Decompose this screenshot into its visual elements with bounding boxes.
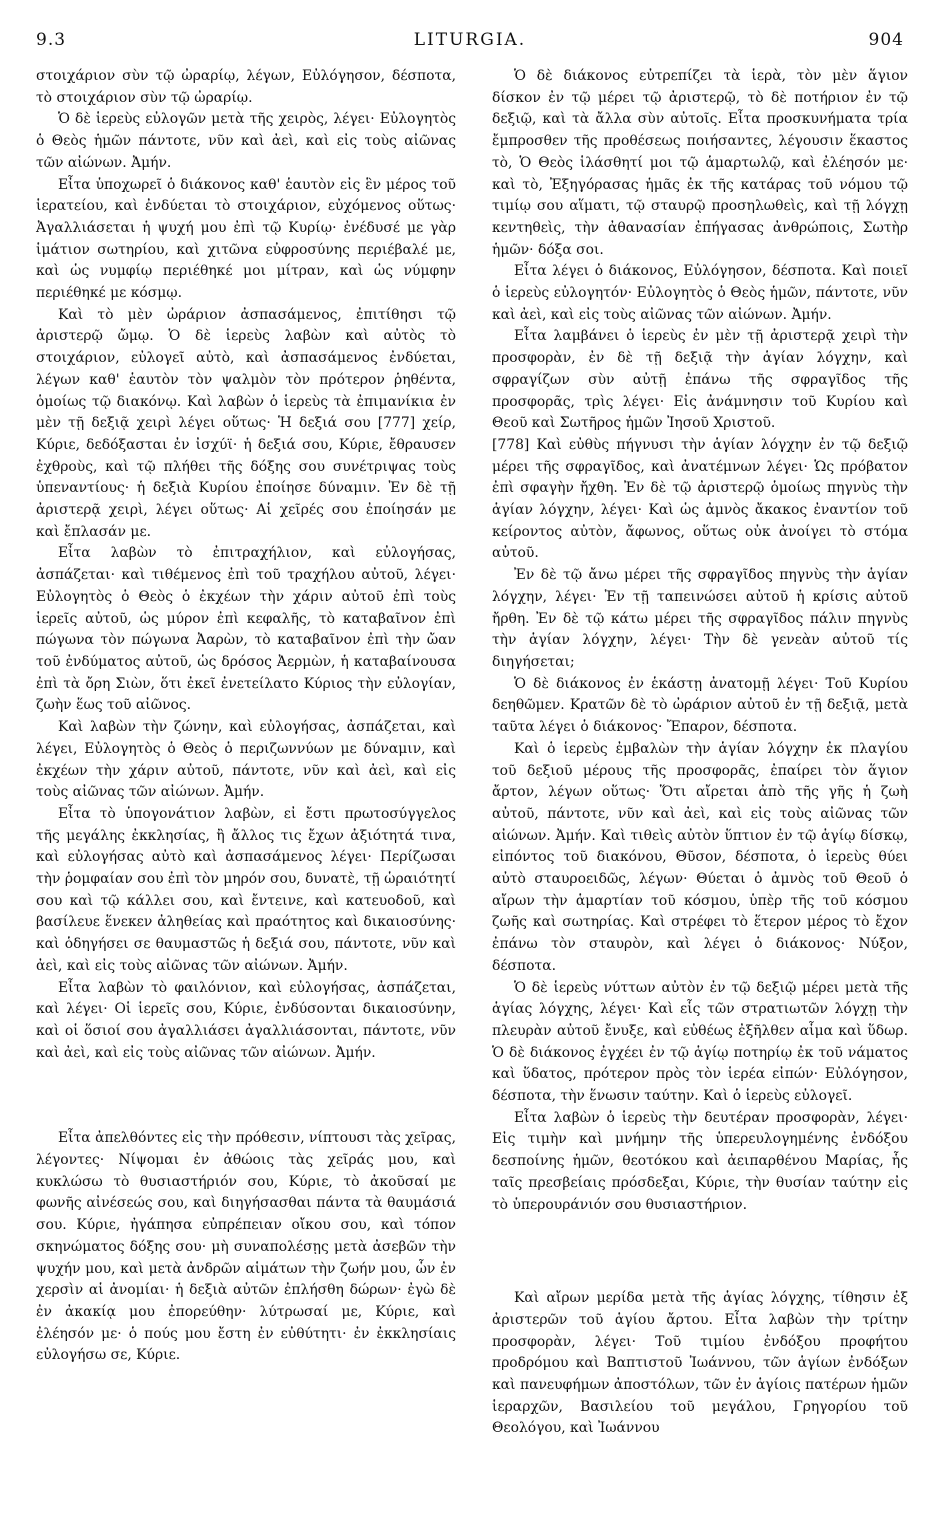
paragraph: Εἶτα λαβὼν τὸ ἐπιτραχήλιον, καὶ εὐλογήσας, ἀσπάζεται· καὶ τιθέμενος ἐπὶ τοῦ τραχήλου αὐτοῦ, λέγει· Εὐλογητὸς ὁ Θεὸς ὁ ἐκχέων τὴν χάριν αὐτοῦ ἐπὶ τοὺς ἱερεῖς αὐτοῦ, ὡς μύρον ἐπὶ κεφαλῆς, τὸ καταβαῖνον ἐπὶ πώγωνα τὸν πώγωνα Ἀαρὼν, τὸ καταβαῖνον ἐπὶ τὴν ὤαν τοῦ ἐνδύματος αὐτοῦ, ὡς δρόσος Ἀερμὼν, ἡ καταβαίνουσα ἐπὶ τὰ ὄρη Σιὼν, ὅτι ἐκεῖ ἐνετείλατο Κύριος τὴν εὐλογίαν, ζωὴν ἕως τοῦ αἰῶνος.: [36, 545, 456, 714]
paragraph: Εἶτα λέγει ὁ διάκονος, Εὐλόγησον, δέσποτα. Καὶ ποιεῖ ὁ ἱερεὺς εὐλογητόν· Εὐλογητὸς ὁ Θεὸς ἡμῶν, πάντοτε, νῦν καὶ ἀεὶ, καὶ εἰς τοὺς αἰῶνας τῶν αἰώνων. Ἀμήν.: [492, 263, 908, 323]
paragraph: Ἐν δὲ τῷ ἄνω μέρει τῆς σφραγῖδος πηγνὺς τὴν ἁγίαν λόγχην, λέγει· Ἐν τῇ ταπεινώσει αὐτοῦ ἡ κρίσις αὐτοῦ ἤρθη. Ἐν δὲ τῷ κάτω μέρει τῆς σφραγῖδος πάλιν πηγνὺς τὴν ἁγίαν λόγχην, λέγει· Τὴν δὲ γενεὰν αὐτοῦ τίς διηγήσεται;: [492, 567, 908, 670]
paragraph: [778] Καὶ εὐθὺς πήγνυσι τὴν ἁγίαν λόγχην ἐν τῷ δεξιῷ μέρει τῆς σφραγῖδος, καὶ ἀνατέμνων λέγει· Ὡς πρόβατον ἐπὶ σφαγὴν ἤχθη. Ἐν δὲ τῷ ἀριστερῷ ὁμοίως πηγνὺς τὴν ἁγίαν λόγχην, λέγει· Καὶ ὡς ἀμνὸς ἄκακος ἐναντίον τοῦ κείροντος αὐτὸν, ἄφωνος, οὕτως οὐκ ἀνοίγει τὸ στόμα αὐτοῦ.: [492, 436, 908, 562]
page-header: [36, 30, 904, 60]
section-gap: [492, 1216, 908, 1288]
paragraph: Καὶ λαβὼν τὴν ζώνην, καὶ εὐλογήσας, ἀσπάζεται, καὶ λέγει, Εὐλογητὸς ὁ Θεὸς ὁ περιζωννύων με δύναμιν, καὶ ἐκχέων τὴν χάριν αὐτοῦ, πάντοτε, νῦν καὶ ἀεὶ, καὶ εἰς τοὺς αἰῶνας τῶν αἰώνων. Ἀμήν.: [36, 719, 456, 801]
paragraph: Ὁ δὲ διάκονος εὐτρεπίζει τὰ ἱερὰ, τὸν μὲν ἅγιον δίσκον ἐν τῷ μέρει τῷ ἀριστερῷ, τὸ δὲ ποτήριον ἐν τῷ δεξιῷ, καὶ τὰ ἄλλα σὺν αὐτοῖς. Εἶτα προσκυνήματα τρία ἔμπροσθεν τῆς προθέσεως ποιήσαντες, λέγουσιν ἕκαστος τὸ, Ὁ Θεὸς ἱλάσθητί μοι τῷ ἁμαρτωλῷ, καὶ ἐλέησόν με· καὶ τὸ, Ἐξηγόρασας ἡμᾶς ἐκ τῆς κατάρας τοῦ νόμου τῷ τιμίῳ σου αἵματι, τῷ σταυρῷ προσηλωθεὶς, καὶ τῇ λόγχῃ κεντηθεὶς, τὴν ἀθανασίαν ἐπήγασας ἀνθρώποις, Σωτὴρ ἡμῶν· δόξα σοι.: [492, 68, 908, 258]
left-column: [36, 66, 456, 1367]
paragraph: Εἶτα ὑποχωρεῖ ὁ διάκονος καθ' ἑαυτὸν εἰς ἓν μέρος τοῦ ἱερατείου, καὶ ἐνδύεται τὸ στοιχάριον, εὐχόμενος οὕτως· Ἀγαλλιάσεται ἡ ψυχή μου ἐπὶ τῷ Κυρίῳ· ἐνέδυσέ με γὰρ ἱμάτιον σωτηρίου, καὶ χιτῶνα εὐφροσύνης περιέβαλέ με, καὶ ὡς νυμφίῳ περιέθηκέ μοι μίτραν, καὶ ὡς νύμφην περιέθηκέ με κόσμῳ.: [36, 176, 456, 302]
page-number-left: 9.3: [36, 30, 67, 50]
paragraph: Καὶ τὸ μὲν ὠράριον ἀσπασάμενος, ἐπιτίθησι τῷ ἀριστερῷ ὤμῳ. Ὁ δὲ ἱερεὺς λαβὼν καὶ αὐτὸς τὸ στοιχάριον, εὐλογεῖ αὐτὸ, καὶ ἀσπασάμενος ἐνδύεται, λέγων καθ' ἑαυτὸν τὸν ψαλμὸν τὸν πρότερον ῥηθέντα, ὁμοίως τῷ διακόνῳ. Καὶ λαβὼν ὁ ἱερεὺς τὰ ἐπιμανίκια ἐν μὲν τῇ δεξιᾷ χειρὶ λέγει οὕτως· Ἡ δεξιά σου [777] χείρ, Κύριε, δεδόξασται ἐν ἰσχύϊ· ἡ δεξιά σου, Κύριε, ἔθραυσεν ἐχθροὺς, καὶ τῷ πλήθει τῆς δόξης σου συνέτριψας τοὺς ὑπεναντίους· ἡ δεξιὰ Κυρίου ἐποίησε δύναμιν. Ἐν δὲ τῇ ἀριστερᾷ χειρὶ, λέγει οὕτως· Αἱ χεῖρές σου ἐποίησάν με καὶ ἔπλασάν με.: [36, 306, 456, 540]
page-number-right: 904: [868, 30, 904, 50]
paragraph: Εἶτα λαβὼν τὸ φαιλόνιον, καὶ εὐλογήσας, ἀσπάζεται, καὶ λέγει· Οἱ ἱερεῖς σου, Κύριε, ἐνδύσονται δικαιοσύνην, καὶ οἱ ὅσιοί σου ἀγαλλιάσει ἀγαλλιάσονται, πάντοτε, νῦν καὶ ἀεὶ, καὶ εἰς τοὺς αἰῶνας τῶν αἰώνων. Ἀμήν.: [36, 979, 456, 1061]
paragraph: Εἶτα λαβὼν ὁ ἱερεὺς τὴν δευτέραν προσφορὰν, λέγει· Εἰς τιμὴν καὶ μνήμην τῆς ὑπερευλογημένης ἐνδόξου δεσποίνης ἡμῶν, θεοτόκου καὶ ἀειπαρθένου Μαρίας, ἧς ταῖς πρεσβείαις πρόσδεξαι, Κύριε, τὴν θυσίαν ταύτην εἰς τὸ ὑπερουράνιόν σου θυσιαστήριον.: [492, 1109, 908, 1213]
paragraph: Ὁ δὲ ἱερεὺς εὐλογῶν μετὰ τῆς χειρὸς, λέγει· Εὐλογητὸς ὁ Θεὸς ἡμῶν πάντοτε, νῦν καὶ ἀεὶ, καὶ εἰς τοὺς αἰῶνας τῶν αἰώνων. Ἀμήν.: [36, 111, 456, 171]
paragraph: στοιχάριον σὺν τῷ ὠραρίῳ, λέγων, Εὐλόγησον, δέσποτα, τὸ στοιχάριον σὺν τῷ ὠραρίῳ.: [36, 68, 456, 106]
paragraph: Ὁ δὲ διάκονος ἐν ἑκάστῃ ἀνατομῇ λέγει· Τοῦ Κυρίου δεηθῶμεν. Κρατῶν δὲ τὸ ὠράριον αὐτοῦ ἐν τῇ δεξιᾷ, μετὰ ταῦτα λέγει ὁ διάκονος· Ἔπαρον, δέσποτα.: [492, 675, 908, 736]
paragraph: Εἶτα τὸ ὑπογονάτιον λαβὼν, εἰ ἔστι πρωτοσύγγελος τῆς μεγάλης ἐκκλησίας, ἢ ἄλλος τις ἔχων ἀξιότητά τινα, καὶ εὐλογήσας αὐτὸ καὶ ἀσπασάμενος λέγει· Περίζωσαι τὴν ῥομφαίαν σου ἐπὶ τὸν μηρόν σου, δυνατὲ, τῇ ὡραιότητί σου καὶ τῷ κάλλει σου, καὶ ἔντεινε, καὶ κατευοδοῦ, καὶ βασίλευε ἕνεκεν ἀληθείας καὶ πραότητος καὶ δικαιοσύνης· καὶ ὁδηγήσει σε θαυμαστῶς ἡ δεξιά σου, πάντοτε, νῦν καὶ ἀεὶ, καὶ εἰς τοὺς αἰῶνας τῶν αἰώνων. Ἀμήν.: [36, 805, 456, 974]
paragraph: Εἶτα λαμβάνει ὁ ἱερεὺς ἐν μὲν τῇ ἀριστερᾷ χειρὶ τὴν προσφορὰν, ἐν δὲ τῇ δεξιᾷ τὴν ἁγίαν λόγχην, καὶ σφραγίζων σὺν αὐτῇ ἐπάνω τῆς σφραγῖδος τῆς προσφορᾶς, τρὶς λέγει· Εἰς ἀνάμνησιν τοῦ Κυρίου καὶ Θεοῦ καὶ Σωτῆρος ἡμῶν Ἰησοῦ Χριστοῦ.: [492, 328, 908, 432]
paragraph: Εἶτα ἀπελθόντες εἰς τὴν πρόθεσιν, νίπτουσι τὰς χεῖρας, λέγοντες· Νίψομαι ἐν ἀθώοις τὰς χεῖράς μου, καὶ κυκλώσω τὸ θυσιαστήριόν σου, Κύριε, τὸ ἀκοῦσαί με φωνῆς αἰνέσεώς σου, καὶ διηγήσασθαι πάντα τὰ θαυμάσιά σου. Κύριε, ἠγάπησα εὐπρέπειαν οἴκου σου, καὶ τόπον σκηνώματος δόξης σου· μὴ συναπολέσῃς μετὰ ἀσεβῶν τὴν ψυχήν μου, καὶ μετὰ ἀνδρῶν αἱμάτων τὴν ζωήν μου, ὧν ἐν χερσὶν αἱ ἀνομίαι· ἡ δεξιὰ αὐτῶν ἐπλήσθη δώρων· ἐγὼ δὲ ἐν ἀκακίᾳ μου ἐπορεύθην· λύτρωσαί με, Κύριε, καὶ ἐλέησόν με· ὁ πούς μου ἔστη ἐν εὐθύτητι· ἐν ἐκκλησίαις εὐλογήσω σε, Κύριε.: [36, 1130, 456, 1364]
section-gap: [36, 1064, 456, 1128]
paragraph: Καὶ αἴρων μερίδα μετὰ τῆς ἁγίας λόγχης, τίθησιν ἐξ ἀριστερῶν τοῦ ἁγίου ἄρτου. Εἶτα λαβὼν τὴν τρίτην προσφορὰν, λέγει· Τοῦ τιμίου ἐνδόξου προφήτου προδρόμου καὶ Βαπτιστοῦ Ἰωάννου, τῶν ἁγίων ἐνδόξων καὶ πανευφήμων ἀποστόλων, τῶν ἐν ἁγίοις πατέρων ἡμῶν ἱεραρχῶν, Βασιλείου τοῦ μεγάλου, Γρηγορίου τοῦ Θεολόγου, καὶ Ἰωάννου: [492, 1290, 908, 1437]
paragraph: Ὁ δὲ ἱερεὺς νύττων αὐτὸν ἐν τῷ δεξιῷ μέρει μετὰ τῆς ἁγίας λόγχης, λέγει· Καὶ εἷς τῶν στρατιωτῶν λόγχῃ τὴν πλευρὰν αὐτοῦ ἔνυξε, καὶ εὐθέως ἐξῆλθεν αἷμα καὶ ὕδωρ. Ὁ δὲ διάκονος ἐγχέει ἐν τῷ ἁγίῳ ποτηρίῳ ἐκ τοῦ νάματος καὶ ὕδατος, πρότερον πρὸς τὸν ἱερέα εἰπών· Εὐλόγησον, δέσποτα, τὴν ἕνωσιν ταύτην. Καὶ ὁ ἱερεὺς εὐλογεῖ.: [492, 979, 908, 1105]
running-title: LITURGIA.: [413, 30, 527, 50]
paragraph: Καὶ ὁ ἱερεὺς ἐμβαλὼν τὴν ἁγίαν λόγχην ἐκ πλαγίου τοῦ δεξιοῦ μέρους τῆς προσφορᾶς, ἐπαίρει τὸν ἅγιον ἄρτον, λέγων οὕτως· Ὅτι αἴρεται ἀπὸ τῆς γῆς ἡ ζωὴ αὐτοῦ, πάντοτε, νῦν καὶ ἀεὶ, καὶ εἰς τοὺς αἰῶνας τῶν αἰώνων. Ἀμήν. Καὶ τιθεὶς αὐτὸν ὕπτιον ἐν τῷ ἁγίῳ δίσκῳ, εἰπόντος τοῦ διακόνου, Θῦσον, δέσποτα, ὁ ἱερεὺς θύει αὐτὸ σταυροειδῶς, λέγων· Θύεται ὁ ἀμνὸς τοῦ Θεοῦ ὁ αἴρων τὴν ἁμαρτίαν τοῦ κόσμου, ὑπὲρ τῆς τοῦ κόσμου ζωῆς καὶ σωτηρίας. Καὶ στρέφει τὸ ἕτερον μέρος τὸ ἔχον ἐπάνω τὸν σταυρὸν, καὶ λέγει ὁ διάκονος· Νύξον, δέσποτα.: [492, 740, 908, 974]
right-column: [492, 66, 908, 1440]
